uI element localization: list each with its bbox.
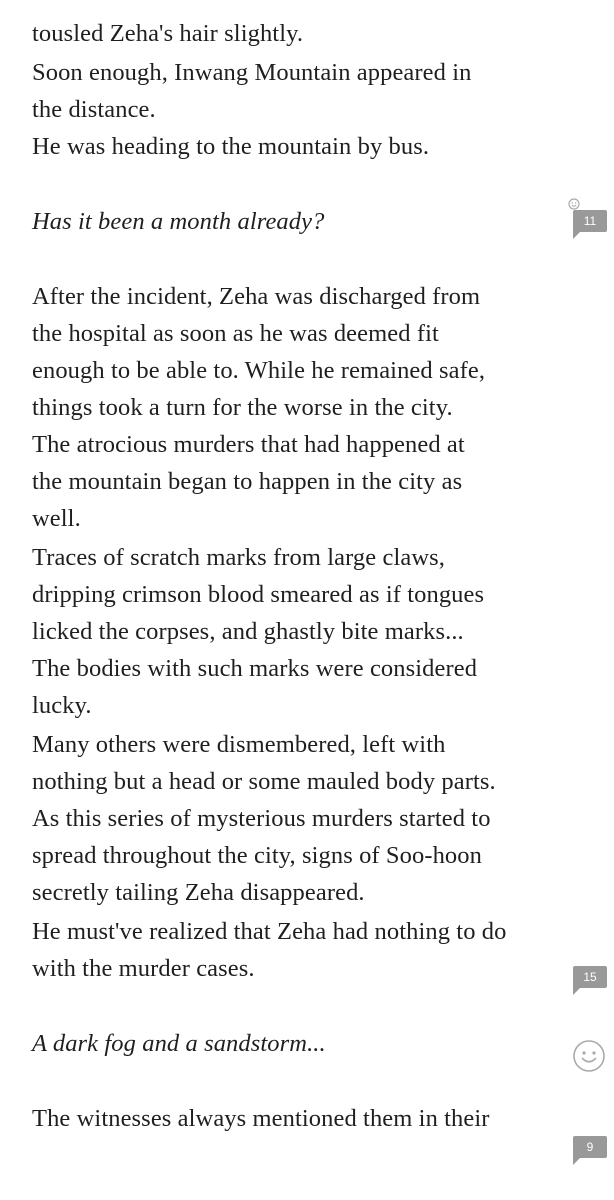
text-line: The witnesses always mentioned them in their (32, 1105, 490, 1132)
text-line: nothing but a head or some mauled body parts. (32, 768, 496, 795)
text-line: He was heading to the mountain by bus. (32, 133, 430, 160)
text-line: the mountain began to happen in the city as (32, 468, 463, 495)
text-line: He must've realized that Zeha had nothing to do (32, 918, 507, 945)
text-line: The bodies with such marks were considered (32, 655, 478, 682)
text-line: spread throughout the city, signs of Soo-hoon (32, 842, 482, 869)
text-line: As this series of mysterious murders started to (32, 805, 491, 832)
italic-thought-line: A dark fog and a sandstorm... (32, 1030, 326, 1057)
text-line: enough to be able to. While he remained safe, (32, 357, 486, 384)
smiley-icon[interactable] (572, 1039, 606, 1073)
text-line: dripping crimson blood smeared as if tongues (32, 581, 485, 608)
text-line: Soon enough, Inwang Mountain appeared in (32, 59, 472, 86)
text-line: things took a turn for the worse in the city. (32, 394, 453, 421)
paragraph-comment-button[interactable]: 15 (573, 966, 607, 988)
text-line: with the murder cases. (32, 955, 255, 982)
paragraph-comment-button[interactable]: 11 (573, 210, 607, 232)
text-line: well. (32, 505, 81, 532)
text-line: Traces of scratch marks from large claws, (32, 544, 445, 571)
text-line: licked the corpses, and ghastly bite marks... (32, 618, 464, 645)
paragraph-comment-button[interactable]: 9 (573, 1136, 607, 1158)
text-line: After the incident, Zeha was discharged from (32, 283, 481, 310)
text-line: lucky. (32, 692, 92, 719)
italic-thought-line: Has it been a month already? (32, 208, 325, 235)
text-line: secretly tailing Zeha disappeared. (32, 879, 365, 906)
text-line: tousled Zeha's hair slightly. (32, 20, 304, 47)
text-line: the hospital as soon as he was deemed fit (32, 320, 439, 347)
text-line: Many others were dismembered, left with (32, 731, 446, 758)
text-line: The atrocious murders that had happened at (32, 431, 465, 458)
text-line: the distance. (32, 96, 156, 123)
smiley-icon (568, 198, 580, 210)
